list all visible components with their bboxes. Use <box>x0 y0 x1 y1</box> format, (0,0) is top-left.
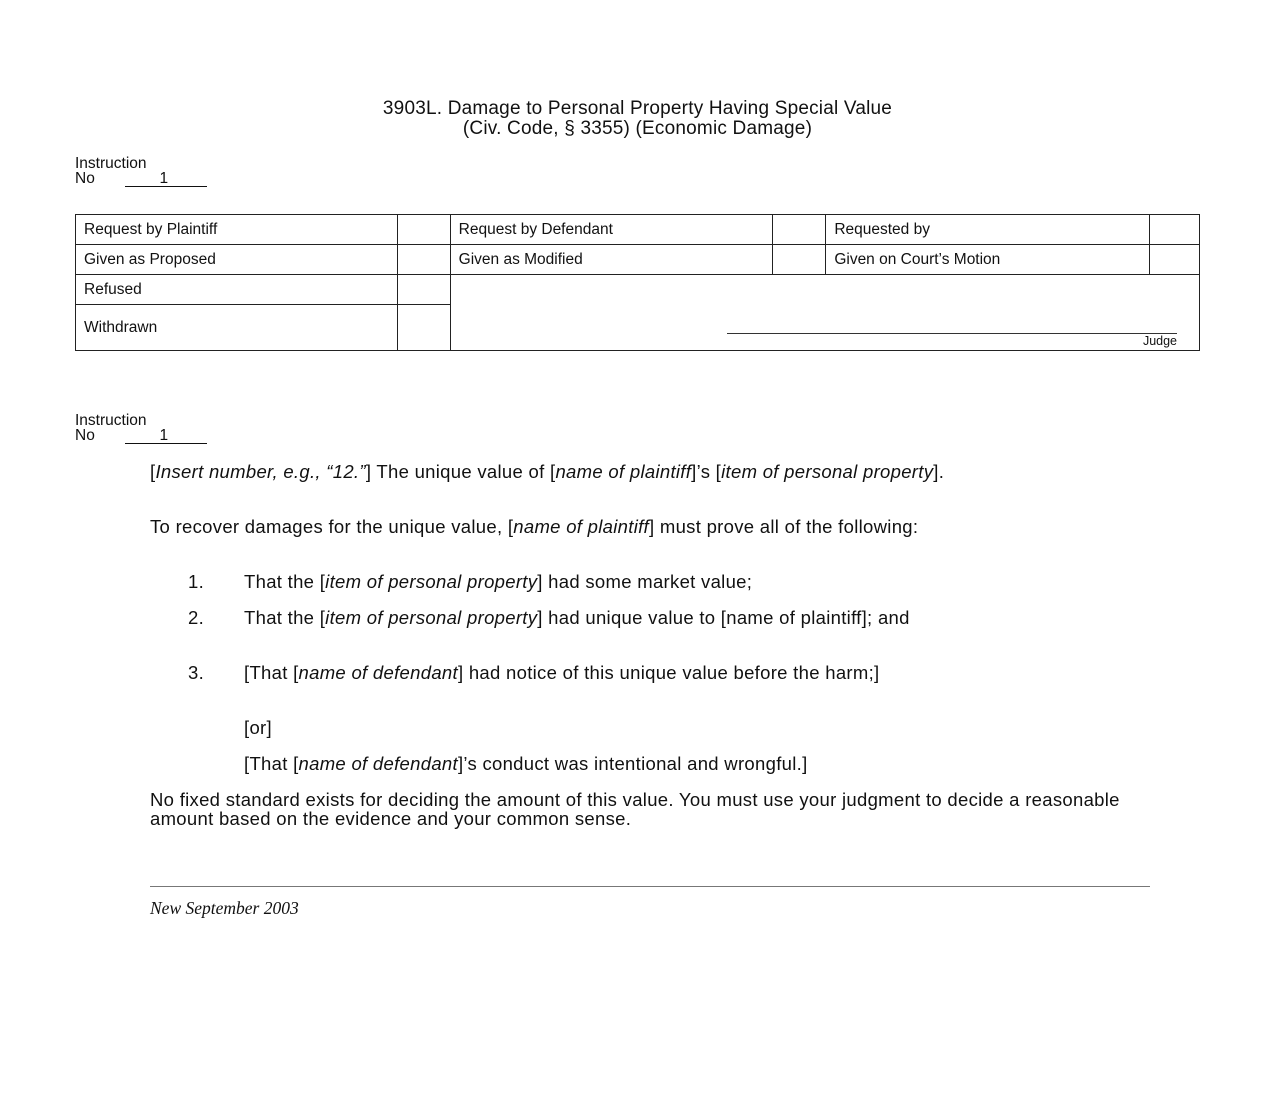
instruction-number-field[interactable] <box>125 172 207 187</box>
item-of-personal-property-placeholder: item of personal property <box>325 607 538 628</box>
instruction-number-block-2 <box>75 413 207 444</box>
judge-label: Judge <box>1142 334 1177 348</box>
p2-text-c: ] must prove all of the following: <box>648 516 919 537</box>
no-label: No <box>75 427 95 444</box>
item-number: 2. <box>188 607 205 628</box>
paragraph-elements-intro <box>150 517 1140 536</box>
item-text-a: That the [ <box>244 607 326 628</box>
instruction-number-value: 1 <box>159 427 169 444</box>
footer-note: New September 2003 <box>150 898 299 918</box>
refused-checkbox[interactable] <box>397 275 450 305</box>
p1-text-c: ] The unique value of [ <box>365 461 556 482</box>
name-of-plaintiff-placeholder: name of plaintiff <box>513 516 649 537</box>
footer-divider <box>150 886 1150 887</box>
instruction-label: Instruction <box>75 155 147 172</box>
withdrawn-label: Withdrawn <box>76 305 398 351</box>
judge-signature-line[interactable] <box>727 333 1177 334</box>
alt-text-c: ]’s conduct was intentional and wrongful.] <box>457 753 808 774</box>
element-item-3-alternative <box>244 754 1104 773</box>
item-text-a: That the [ <box>244 571 326 592</box>
p1-text-e: ]’s [ <box>691 461 722 482</box>
alt-text-a: [That [ <box>244 753 299 774</box>
requested-by-checkbox[interactable] <box>1150 215 1200 245</box>
requested-by-label: Requested by <box>826 215 1150 245</box>
given-on-courts-motion-checkbox[interactable] <box>1150 245 1200 275</box>
name-of-plaintiff-placeholder: name of plaintiff <box>555 461 692 482</box>
given-as-proposed-checkbox[interactable] <box>397 245 450 275</box>
request-by-plaintiff-checkbox[interactable] <box>397 215 450 245</box>
given-on-courts-motion-label: Given on Court’s Motion <box>826 245 1150 275</box>
instruction-label: Instruction <box>75 412 147 429</box>
judge-signature-area <box>450 275 1199 351</box>
item-text-c: ] had unique value to [name of plaintiff]; and <box>537 607 910 628</box>
instruction-number-field[interactable] <box>125 429 207 444</box>
item-text-a: [That [ <box>244 662 299 683</box>
or-text: [or] <box>244 717 272 738</box>
p1-text-a: [ <box>150 461 156 482</box>
item-number: 1. <box>188 571 205 592</box>
item-text-c: ] had some market value; <box>537 571 753 592</box>
request-by-defendant-checkbox[interactable] <box>773 215 826 245</box>
p2-text-a: To recover damages for the unique value, [ <box>150 516 514 537</box>
withdrawn-checkbox[interactable] <box>397 305 450 351</box>
request-by-plaintiff-label: Request by Plaintiff <box>76 215 398 245</box>
title-line-2: (Civ. Code, § 3355) (Economic Damage) <box>462 118 813 139</box>
item-number: 3. <box>188 662 205 683</box>
paragraph-no-fixed-standard <box>150 790 1140 828</box>
request-by-defendant-label: Request by Defendant <box>450 215 773 245</box>
p3-text: No fixed standard exists for deciding the amount of this value. You must use your judgment to decide a reasonable amount based on the evidence and your common sense. <box>150 789 1120 829</box>
name-of-defendant-placeholder: name of defendant <box>298 753 458 774</box>
item-text-c: ] had notice of this unique value before the harm;] <box>457 662 880 683</box>
refused-label: Refused <box>76 275 398 305</box>
request-status-table <box>75 214 1200 351</box>
instruction-number-block-1 <box>75 156 207 187</box>
given-as-modified-label: Given as Modified <box>450 245 773 275</box>
p1-text-g: ]. <box>933 461 945 482</box>
name-of-defendant-placeholder: name of defendant <box>298 662 458 683</box>
paragraph-unique-value-intro <box>150 462 1050 481</box>
given-as-modified-checkbox[interactable] <box>773 245 826 275</box>
no-label: No <box>75 170 95 187</box>
item-of-personal-property-placeholder: item of personal property <box>325 571 538 592</box>
insert-number-placeholder: Insert number, e.g., “12.” <box>155 461 366 482</box>
item-of-personal-property-placeholder: item of personal property <box>721 461 934 482</box>
given-as-proposed-label: Given as Proposed <box>76 245 398 275</box>
instruction-title <box>0 99 1275 139</box>
instruction-number-value: 1 <box>159 170 169 187</box>
title-line-1: 3903L. Damage to Personal Property Having Special Value <box>382 98 893 119</box>
